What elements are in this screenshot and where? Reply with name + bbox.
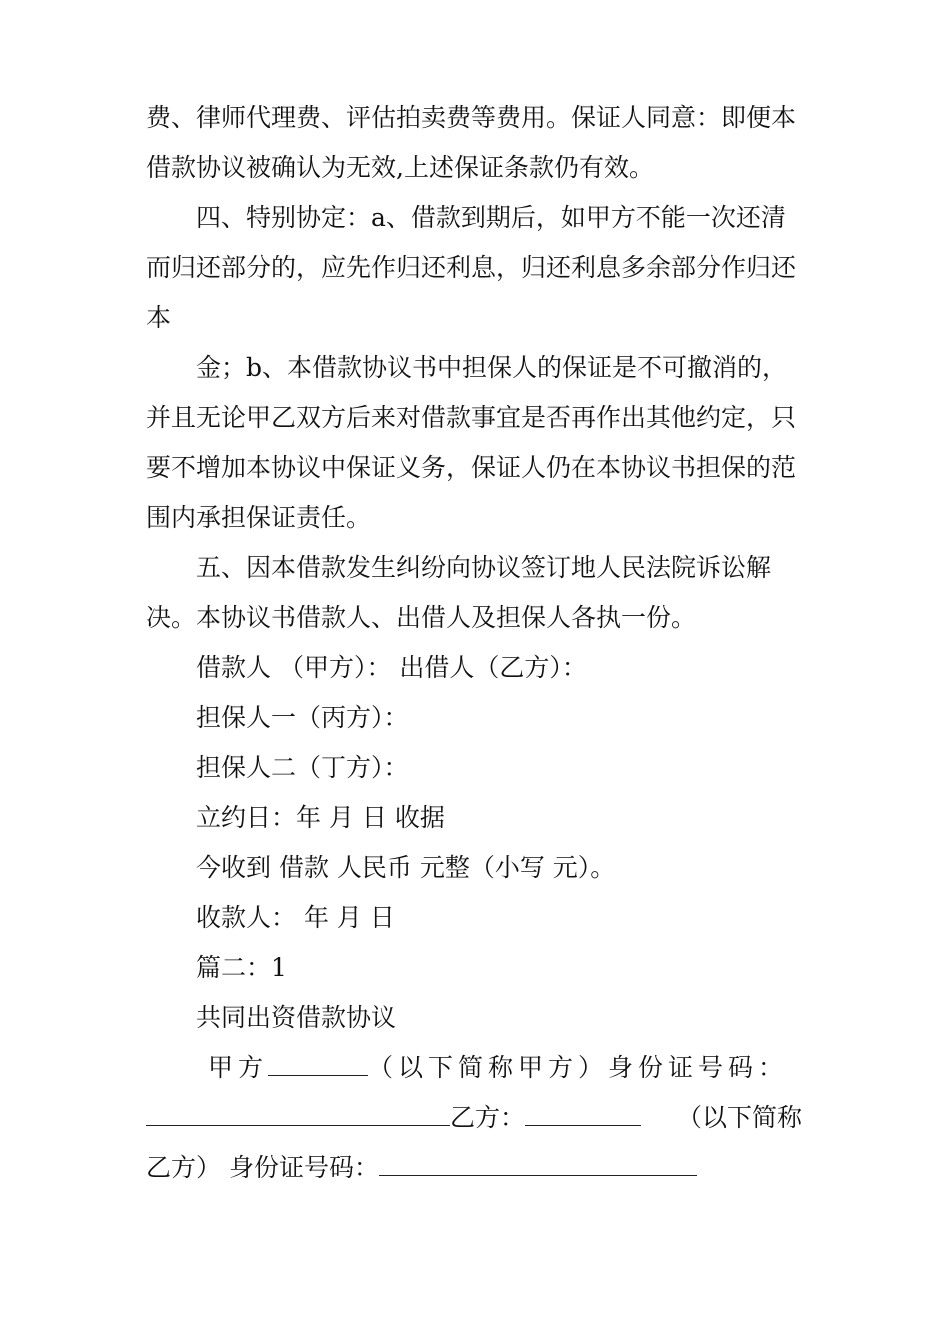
- party-b-id-blank: [379, 1151, 697, 1176]
- party-b-id-label: 乙方） 身份证号码：: [146, 1153, 379, 1182]
- payee-line: 收款人： 年 月 日: [196, 903, 395, 932]
- date-line: 立约日：年 月 日 收据: [196, 803, 445, 832]
- text-line: 并且无论甲乙双方后来对借款事宜是否再作出其他约定，只: [146, 403, 797, 432]
- text-line: 本: [146, 303, 172, 332]
- text-line: 五、因本借款发生纠纷向协议签订地人民法院诉讼解: [196, 553, 772, 582]
- receipt-line: 今收到 借款 人民币 元整（小写 元）。: [196, 853, 616, 882]
- text-line: 费、律师代理费、评估拍卖费等费用。保证人同意：即便本: [146, 103, 797, 132]
- party-b-id-line: [146, 1151, 806, 1185]
- party-a-id-blank: [146, 1101, 450, 1126]
- text-line: 决。本协议书借款人、出借人及担保人各执一份。: [146, 603, 697, 632]
- party-a-blank: [268, 1051, 368, 1076]
- party-b-label: 乙方：: [450, 1103, 526, 1132]
- signature-line-borrower-lender: 借款人 （甲方）： 出借人（乙方）：: [196, 653, 587, 682]
- signature-line-guarantor-1: 担保人一（丙方）：: [196, 703, 409, 732]
- text-line: 要不增加本协议中保证义务，保证人仍在本协议书担保的范: [146, 453, 797, 482]
- text-line: 四、特别协定：a、借款到期后，如甲方不能一次还清: [196, 203, 786, 232]
- text-line: 而归还部分的，应先作归还利息，归还利息多余部分作归还: [146, 253, 797, 282]
- party-b-line: [146, 1101, 806, 1135]
- party-a-line: [208, 1051, 800, 1085]
- text-line: 金；b、本借款协议书中担保人的保证是不可撤消的，: [196, 353, 788, 382]
- agreement-title: 共同出资借款协议: [196, 1003, 397, 1032]
- signature-line-guarantor-2: 担保人二（丁方）：: [196, 753, 409, 782]
- text-line: 借款协议被确认为无效,上述保证条款仍有效。: [146, 153, 654, 182]
- section-heading: 篇二：1: [196, 953, 287, 982]
- party-b-blank: [525, 1101, 641, 1126]
- party-a-suffix: （以下简称甲方）身份证号码：: [368, 1053, 789, 1082]
- text-line: 围内承担保证责任。: [146, 503, 372, 532]
- party-a-label: 甲方: [208, 1053, 269, 1082]
- party-b-suffix: （以下简称: [677, 1103, 803, 1132]
